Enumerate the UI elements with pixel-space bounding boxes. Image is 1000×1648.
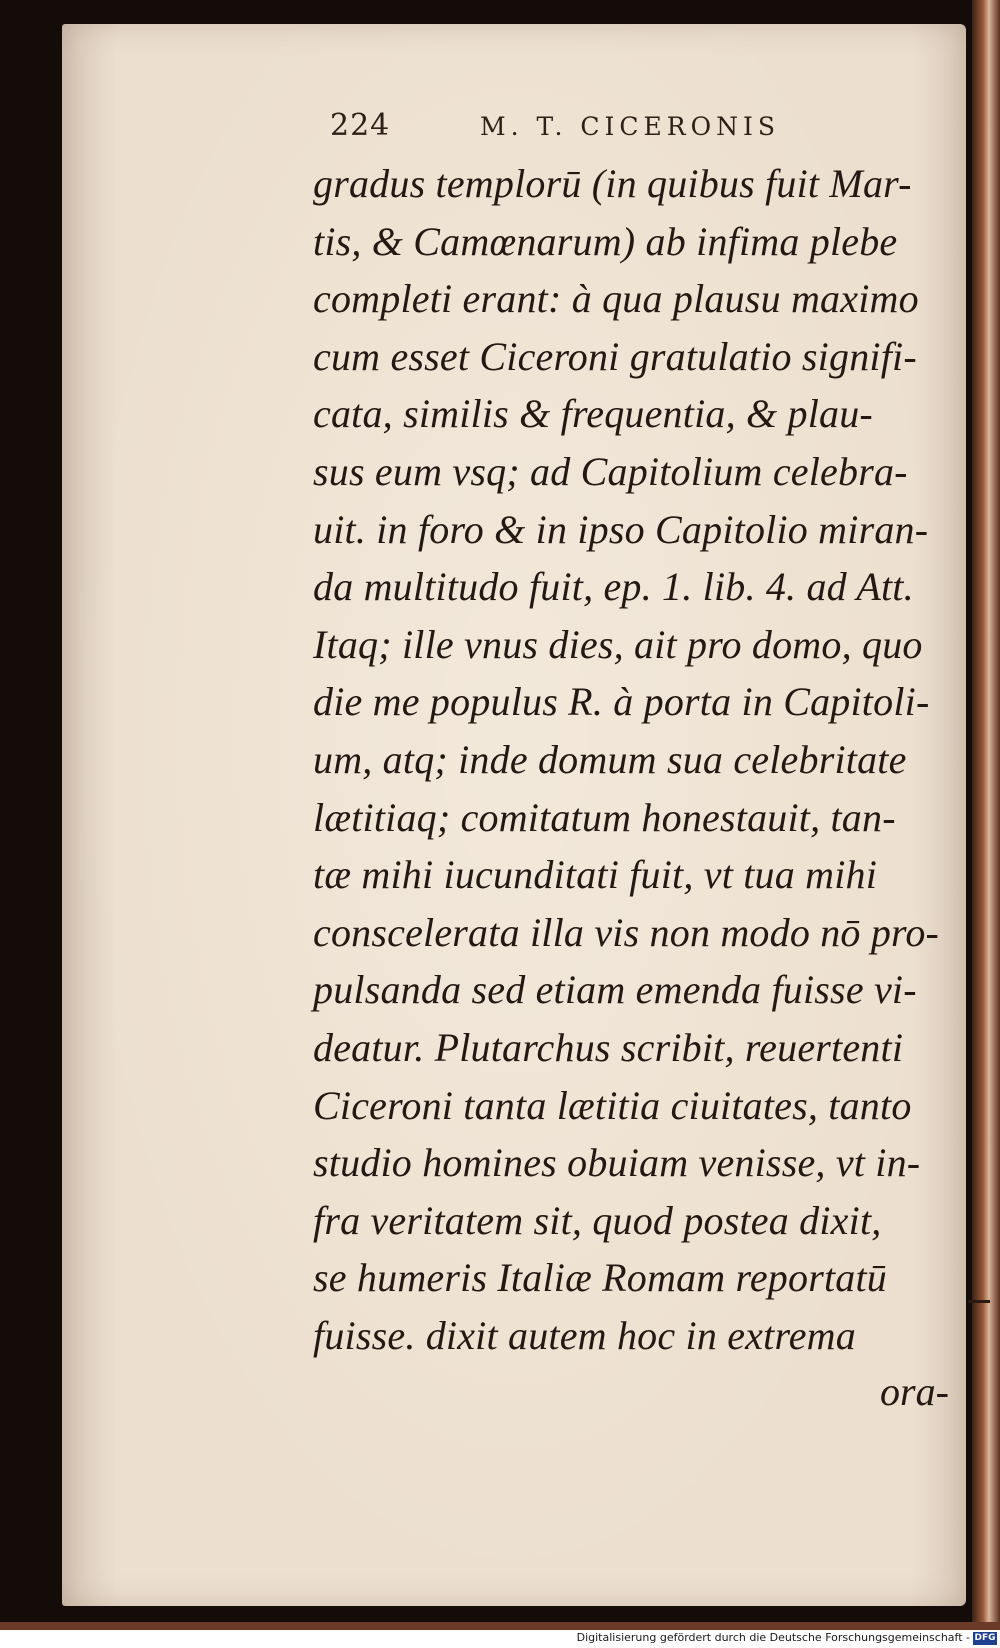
text-line: die me populus R. à porta in Capitoli- <box>313 679 930 725</box>
footer-credit: Digitalisierung gefördert durch die Deutsche Forschungsgemeinschaft - <box>576 1631 970 1644</box>
text-line: se humeris Italiæ Romam reportatū <box>313 1255 887 1301</box>
running-head: M. T. CICERONIS <box>480 112 780 141</box>
digitization-footer <box>0 1630 1000 1648</box>
body-text <box>313 155 953 1364</box>
text-line: Ciceroni tanta lætitia ciuitates, tanto <box>313 1082 912 1128</box>
text-line: Itaq; ille vnus dies, ait pro domo, quo <box>313 621 923 667</box>
text-line: sus eum vsq; ad Capitolium celebra- <box>313 448 908 494</box>
book-edge <box>972 0 1000 1648</box>
page-header <box>330 108 850 148</box>
catchword: ora- <box>880 1369 949 1414</box>
text-line: lætitiaq; comitatum honestauit, tan- <box>313 794 896 840</box>
text-line: tæ mihi iucunditati fuit, vt tua mihi <box>313 852 878 898</box>
text-line: studio homines obuiam venisse, vt in- <box>313 1140 921 1186</box>
text-line: completi erant: à qua plausu maximo <box>313 276 919 322</box>
text-line: da multitudo fuit, ep. 1. lib. 4. ad Att. <box>313 564 914 610</box>
text-line: conscelerata illa vis non modo nō pro- <box>313 909 940 955</box>
book-bottom-edge <box>0 1622 1000 1630</box>
text-line: pulsanda sed etiam emenda fuisse vi- <box>313 967 917 1013</box>
text-line: gradus templorū (in quibus fuit Mar- <box>313 161 912 206</box>
margin-mark <box>968 1300 990 1303</box>
text-line: fuisse. dixit autem hoc in extrema <box>313 1312 856 1358</box>
dfg-logo-icon: DFG <box>974 1633 996 1643</box>
text-line: uit. in foro & in ipso Capitolio miran- <box>313 506 929 552</box>
text-line: cata, similis & frequentia, & plau- <box>313 391 873 437</box>
text-line: cum esset Ciceroni gratulatio signifi- <box>313 333 917 379</box>
text-line: tis, & Camœnarum) ab infima plebe <box>313 218 898 264</box>
text-line: um, atq; inde domum sua celebritate <box>313 736 907 782</box>
text-line: fra veritatem sit, quod postea dixit, <box>313 1197 882 1243</box>
text-line: deatur. Plutarchus scribit, reuertenti <box>313 1024 904 1070</box>
page-number: 224 <box>330 108 391 143</box>
